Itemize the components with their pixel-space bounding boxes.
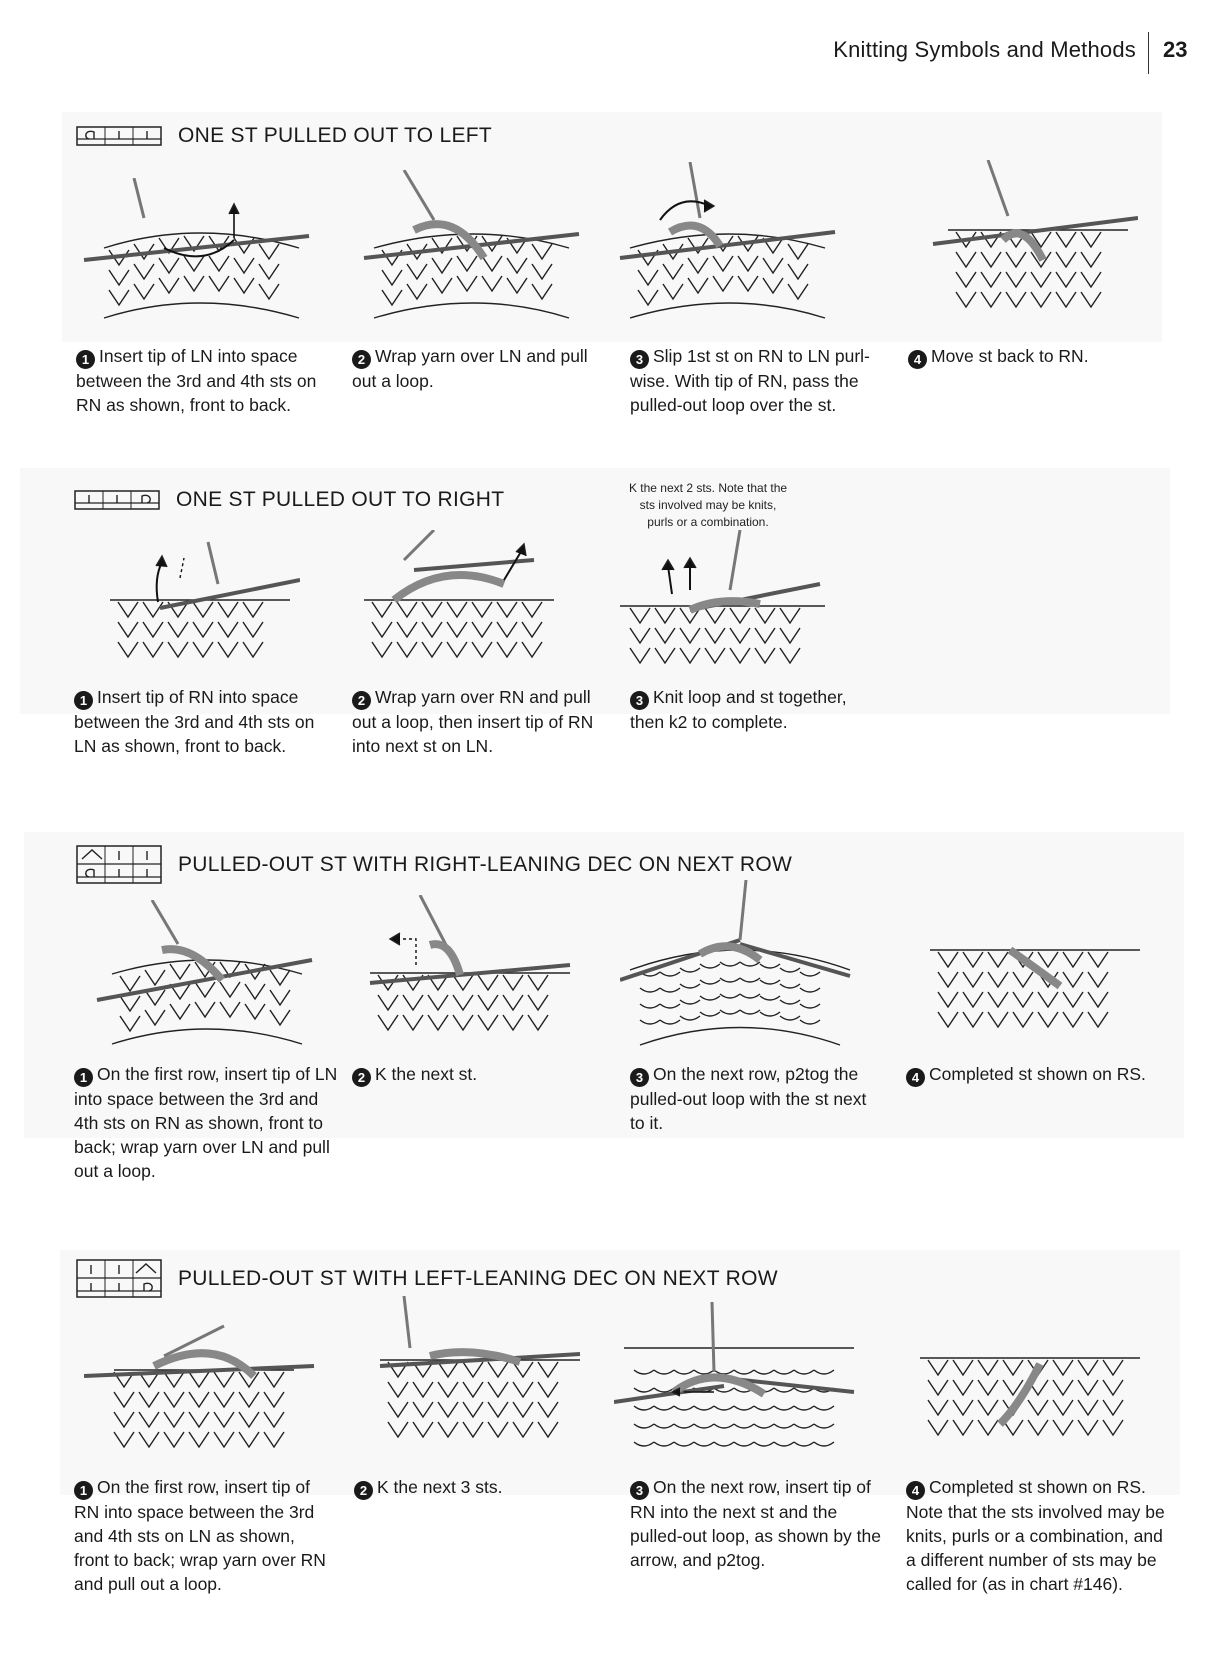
step-text: Completed st shown on RS. Note that the sts involved may be knits, purls or a combination, and a different number of sts may be called for (as in chart #146). [906, 1477, 1165, 1594]
step-number-badge: 2 [352, 350, 371, 369]
step-caption [630, 1475, 890, 1572]
step-text: Completed st shown on RS. [929, 1064, 1146, 1084]
illustration-step-1 [92, 900, 322, 1055]
illustration-step-4 [928, 160, 1138, 335]
running-head-title: Knitting Symbols and Methods [833, 32, 1149, 74]
step-caption [630, 344, 880, 417]
step-text: Wrap yarn over LN and pull out a loop. [352, 346, 588, 391]
step-text: Knit loop and st together, then k2 to complete. [630, 687, 847, 732]
step-caption [76, 344, 346, 417]
step-text: On the next row, insert tip of RN into the next st and the pulled-out loop, as shown by the arrow, and p2tog. [630, 1477, 881, 1570]
step-number-badge: 2 [354, 1481, 373, 1500]
step-text: K the next 3 sts. [377, 1477, 503, 1497]
step-caption [352, 685, 607, 758]
step-caption [906, 1475, 1166, 1596]
illustration-step-2 [360, 895, 590, 1050]
illustration-step-1 [84, 1316, 324, 1471]
step-text: Insert tip of LN into space between the 3rd and 4th sts on RN as shown, front to back. [76, 346, 317, 415]
step-number-badge: 3 [630, 691, 649, 710]
section-header [76, 845, 792, 885]
illustration-step-4 [920, 1334, 1140, 1469]
step-number-badge: 4 [906, 1481, 925, 1500]
step-number-badge: 2 [352, 691, 371, 710]
step-text: Insert tip of RN into space between the 3rd and 4th sts on LN as shown, front to back. [74, 687, 315, 756]
step-text: K the next st. [375, 1064, 478, 1084]
section-header [76, 124, 492, 148]
step-caption [352, 344, 602, 393]
illustration-step-2 [354, 170, 594, 335]
chart-symbol-pulled-right [74, 489, 160, 511]
illustration-step-3 [614, 1292, 864, 1467]
step-text: Slip 1st st on RN to LN purl-wise. With tip of RN, pass the pulled-out loop over the st. [630, 346, 870, 415]
step-number-badge: 2 [352, 1068, 371, 1087]
illustration-step-2 [370, 1296, 600, 1471]
section-header [74, 488, 504, 512]
step-caption [906, 1062, 1166, 1087]
illustration-note: K the next 2 sts. Note that the sts involved may be knits, purls or a combination. [628, 481, 788, 529]
section-title: PULLED-OUT ST WITH RIGHT-LEANING DEC ON NEXT ROW [178, 853, 793, 876]
step-number-badge: 3 [630, 1481, 649, 1500]
step-number-badge: 1 [76, 350, 95, 369]
step-number-badge: 1 [74, 1068, 93, 1087]
section-title: PULLED-OUT ST WITH LEFT-LEANING DEC ON NEXT ROW [178, 1267, 778, 1290]
step-number-badge: 1 [74, 691, 93, 710]
step-number-badge: 4 [908, 350, 927, 369]
illustration-step-4 [930, 930, 1140, 1055]
step-text: Move st back to RN. [931, 346, 1089, 366]
chart-symbol-pulled-left [76, 125, 162, 147]
step-text: On the first row, insert tip of RN into space between the 3rd and 4th sts on LN as shown, front to back; wrap yarn over RN and pull out a loop. [74, 1477, 326, 1594]
step-caption [908, 344, 1158, 369]
step-text: Wrap yarn over RN and pull out a loop, then insert tip of RN into next st on LN. [352, 687, 594, 756]
illustration-step-1 [100, 538, 300, 683]
illustration-step-3 [620, 880, 860, 1055]
step-caption [630, 1062, 880, 1135]
running-head [833, 32, 1207, 74]
section-title: ONE ST PULLED OUT TO LEFT [178, 124, 493, 147]
step-number-badge: 3 [630, 350, 649, 369]
illustration-step-3 [610, 530, 850, 685]
chart-symbol-left-leaning [76, 1259, 162, 1299]
illustration-step-3 [610, 162, 850, 337]
step-caption [74, 1062, 344, 1183]
step-text: On the first row, insert tip of LN into space between the 3rd and 4th sts on RN as shown, front to back; wrap yarn over LN and pull out a loop. [74, 1064, 338, 1181]
section-title: ONE ST PULLED OUT TO RIGHT [176, 488, 505, 511]
illustration-step-1 [74, 178, 324, 333]
chart-symbol-right-leaning [76, 845, 162, 885]
step-caption [74, 685, 329, 758]
step-number-badge: 1 [74, 1481, 93, 1500]
page-number: 23 [1163, 37, 1188, 62]
step-caption [630, 685, 880, 734]
step-text: On the next row, p2tog the pulled-out loop with the st next to it. [630, 1064, 867, 1133]
step-number-badge: 3 [630, 1068, 649, 1087]
step-number-badge: 4 [906, 1068, 925, 1087]
step-caption [352, 1062, 602, 1087]
step-caption [74, 1475, 334, 1596]
step-caption [354, 1475, 604, 1500]
illustration-step-2 [354, 530, 574, 685]
